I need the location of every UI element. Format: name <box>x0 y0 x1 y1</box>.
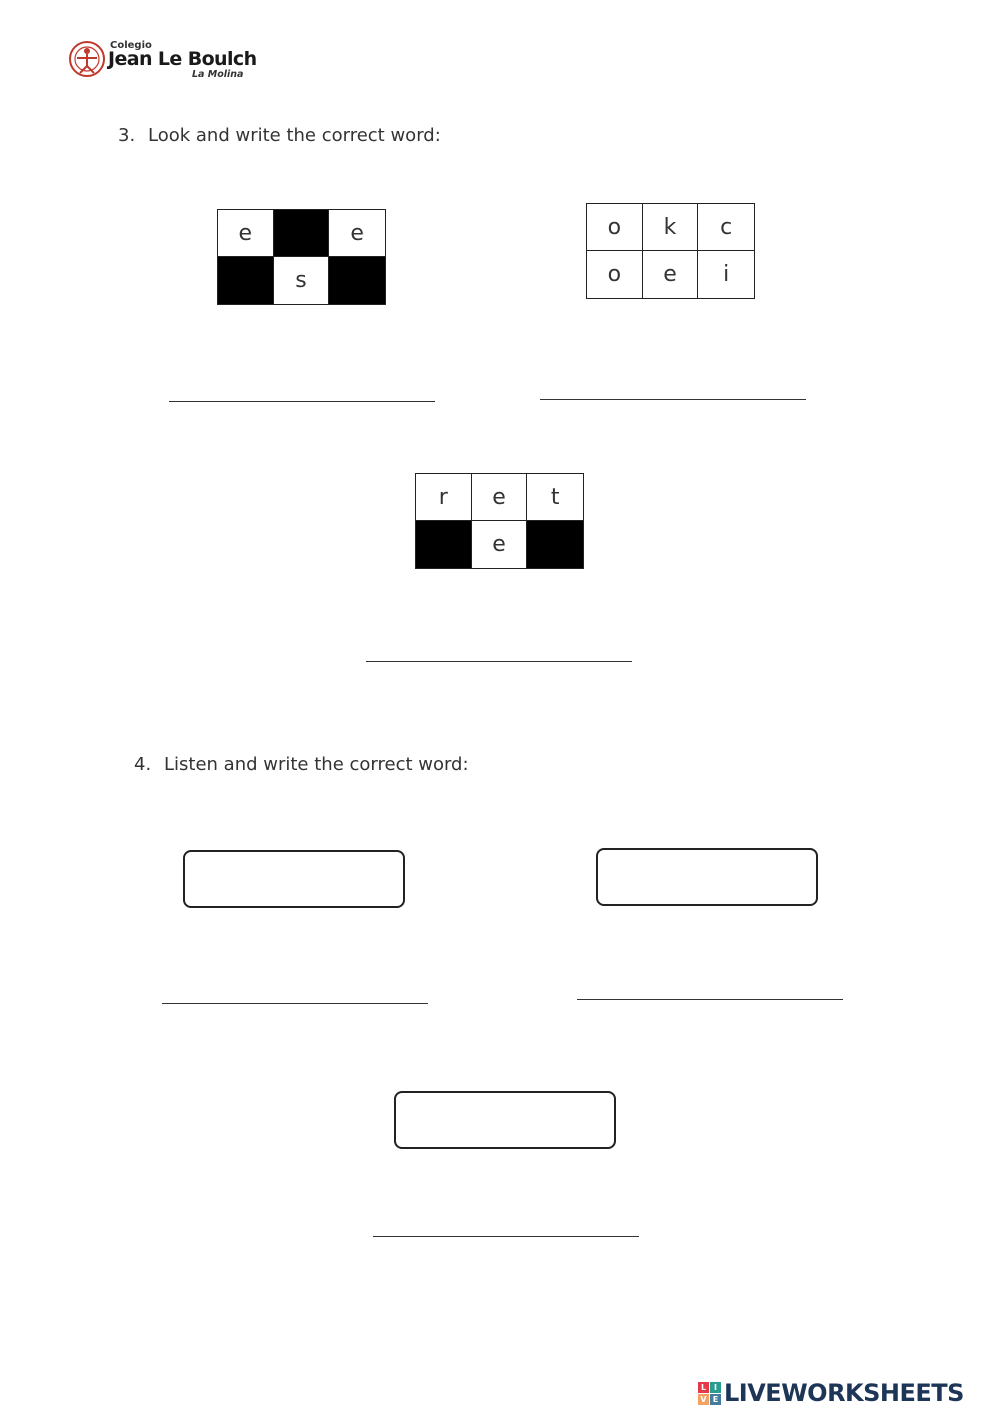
brand-text: LIVEWORKSHEETS <box>724 1379 964 1407</box>
section3-instruction <box>118 125 441 146</box>
answer-line-5[interactable] <box>577 999 843 1000</box>
letter-cell: k <box>643 204 699 251</box>
liveworksheets-brand <box>698 1378 964 1408</box>
audio-box-2[interactable] <box>596 848 818 906</box>
brand-icon-square: L <box>698 1382 709 1393</box>
section3-number: 3. <box>118 125 136 146</box>
letter-cell: c <box>698 204 754 251</box>
school-emblem-icon <box>68 40 106 78</box>
letter-cell: e <box>472 474 528 521</box>
brand-icon-square: V <box>698 1394 709 1405</box>
section4-instruction <box>134 754 469 775</box>
blank-cell <box>416 521 472 568</box>
letter-cell: o <box>587 204 643 251</box>
section4-text: Listen and write the correct word: <box>164 754 469 775</box>
liveworksheets-logo-icon <box>698 1382 721 1405</box>
letter-cell: t <box>527 474 583 521</box>
answer-line-3[interactable] <box>366 661 632 662</box>
blank-cell <box>218 257 274 304</box>
letter-cell: s <box>274 257 330 304</box>
letter-cell: e <box>329 210 385 257</box>
answer-line-6[interactable] <box>373 1236 639 1237</box>
blank-cell <box>274 210 330 257</box>
letter-cell: e <box>472 521 528 568</box>
logo-main-text: Jean Le Boulch <box>108 48 257 70</box>
audio-box-1[interactable] <box>183 850 405 908</box>
blank-cell <box>527 521 583 568</box>
letter-puzzle-2 <box>586 203 755 299</box>
letter-cell: e <box>218 210 274 257</box>
section3-text: Look and write the correct word: <box>148 125 441 146</box>
blank-cell <box>329 257 385 304</box>
brand-icon-square: E <box>710 1394 721 1405</box>
letter-puzzle-1 <box>217 209 386 305</box>
brand-icon-square: I <box>710 1382 721 1393</box>
answer-line-2[interactable] <box>540 399 806 400</box>
logo-sub-text: La Molina <box>192 69 244 80</box>
school-logo <box>68 38 258 82</box>
answer-line-4[interactable] <box>162 1003 428 1004</box>
answer-line-1[interactable] <box>169 401 435 402</box>
letter-cell: i <box>723 262 730 287</box>
letter-cell: e <box>643 251 699 298</box>
section4-number: 4. <box>134 754 152 775</box>
letter-cell: r <box>416 474 472 521</box>
logo-small-text: Colegio <box>110 40 152 51</box>
letter-puzzle-3 <box>415 473 584 569</box>
audio-box-3[interactable] <box>394 1091 616 1149</box>
letter-cell: o <box>587 251 643 298</box>
